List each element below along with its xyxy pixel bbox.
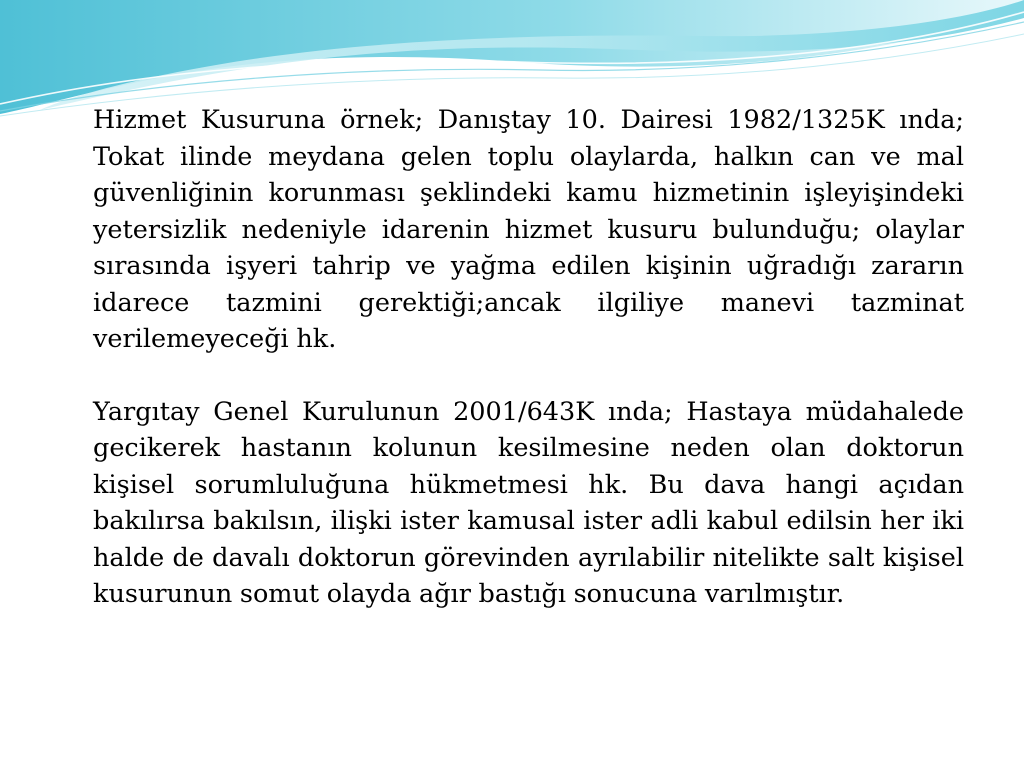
slide-body — [93, 102, 964, 613]
paragraph-2: Yargıtay Genel Kurulunun 2001/643K ında; Hastaya müdahalede gecikerek hastanın kolunun kesilmesine neden olan doktorun kişisel sorumluluğuna hükmetmesi hk. Bu dava hangi açıdan bakılırsa bakılsın, ilişki ister kamusal ister adli kabul edilsin her iki halde de davalı doktorun görevinden ayrılabilir nitelikte salt kişisel kusurunun somut olayda ağır bastığı sonucuna varılmıştır. — [93, 396, 964, 609]
paragraph-1: Hizmet Kusuruna örnek; Danıştay 10. Dairesi 1982/1325K ında; Tokat ilinde meydana gelen toplu olaylarda, halkın can ve mal güvenliğinin korunması şeklindeki kamu hizmetinin işleyişindeki yetersizlik nedeniyle idarenin hizmet kusuru bulunduğu; olaylar sırasında işyeri tahrip ve yağma edilen kişinin uğradığı zararın idarece tazmini gerektiği;ancak ilgiliye manevi tazminat verilemeyeceği hk. — [93, 105, 964, 354]
